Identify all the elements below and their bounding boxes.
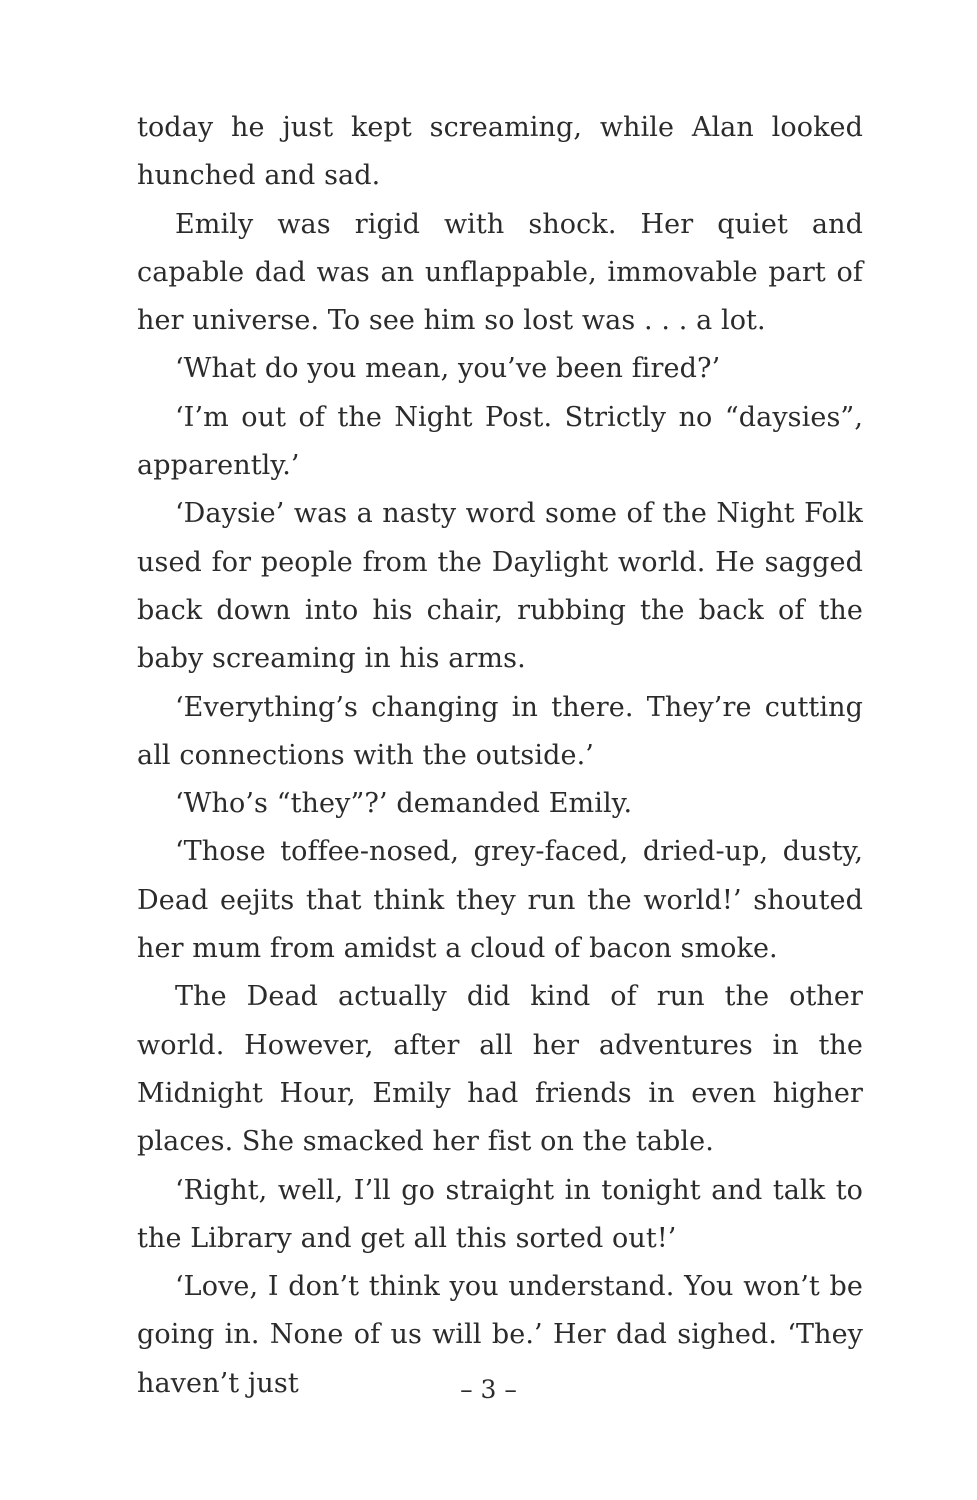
paragraph: The Dead actually did kind of run the other world. However, after all her adventures in the Midnight Hour, Emily had friends in even higher places. She smacked her fist on the table.	[137, 981, 863, 1158]
paragraph: ‘Everything’s changing in there. They’re cutting all connections with the outside.’	[137, 691, 863, 771]
paragraph: ‘Right, well, I’ll go straight in tonight and talk to the Library and get all this sorted out!’	[137, 1174, 863, 1254]
paragraph-continuation: today he just kept screaming, while Alan looked hunched and sad.	[137, 112, 863, 192]
paragraph: ‘Who’s “they”?’ demanded Emily.	[175, 788, 633, 820]
paragraph: ‘Those toffee-nosed, grey-faced, dried-up, dusty, Dead eejits that think they run the world!’ shouted her mum from amidst a cloud of bacon smoke.	[137, 836, 863, 965]
body-text	[137, 104, 863, 1408]
page-number: – 3 –	[460, 1375, 517, 1404]
paragraph: ‘What do you mean, you’ve been fired?’	[175, 353, 721, 385]
paragraph: ‘Love, I don’t think you understand. You won’t be going in. None of us will be.’ Her dad sighed. ‘They haven’t just	[137, 1271, 863, 1399]
paragraph: Emily was rigid with shock. Her quiet and capable dad was an unflappable, immovable part of her universe. To see him so lost was . . . a lot.	[137, 208, 863, 337]
paragraph: ‘Daysie’ was a nasty word some of the Night Folk used for people from the Daylight world. He sagged back down into his chair, rubbing the back of the baby screaming in his arms.	[137, 498, 863, 675]
paragraph: ‘I’m out of the Night Post. Strictly no “daysies”, apparently.’	[137, 401, 863, 482]
